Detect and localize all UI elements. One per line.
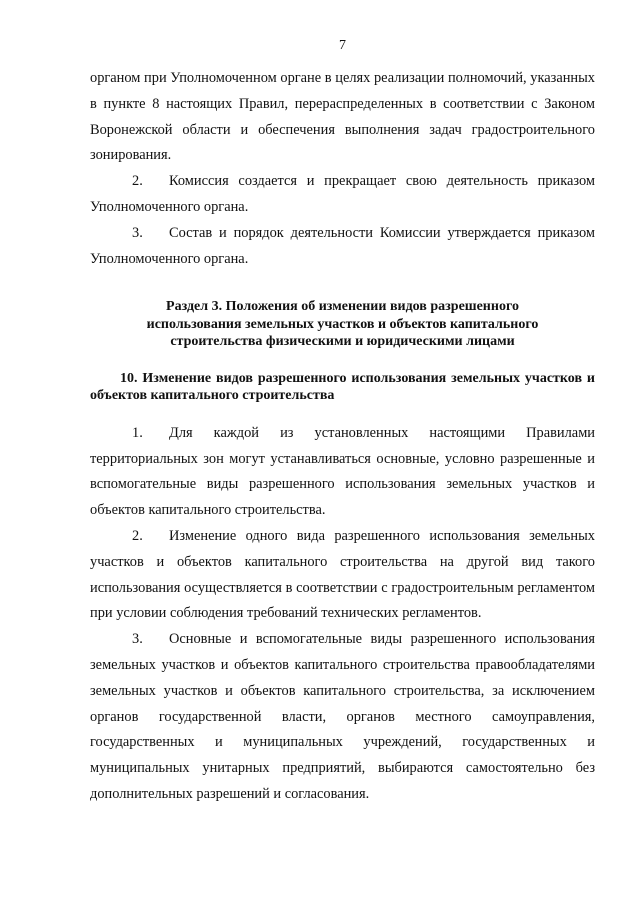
item-text: Для каждой из установленных настоящими Правилами территориальных зон могут устанавливаться основные, условно разрешенные и вспомогательные виды разрешенного использования земельных участков и объектов капитального строительства. bbox=[90, 424, 595, 519]
item-number: 1. bbox=[132, 424, 143, 441]
item-text: Состав и порядок деятельности Комиссии утверждается приказом Уполномоченного органа. bbox=[90, 224, 595, 267]
item-number: 2. bbox=[132, 528, 143, 545]
article-title: 10. Изменение видов разрешенного использования земельных участков и объектов капитального строительства bbox=[90, 370, 595, 404]
item-text: Комиссия создается и прекращает свою деятельность приказом Уполномоченного органа. bbox=[90, 173, 595, 215]
item-number: 3. bbox=[132, 631, 143, 648]
article-body bbox=[90, 421, 595, 808]
section-title: Раздел 3. Положения об изменении видов разрешенного использования земельных участков и объектов капитального строительства физическими и юридическими лицами bbox=[146, 299, 539, 350]
page-number: 7 bbox=[339, 38, 346, 53]
item-text: Изменение одного вида разрешенного использования земельных участков и объектов капитального строительства на другой вид такого использования осуществляется в соответствии с градостроительным регламентом при условии соблюдения требований технических регламентов. bbox=[90, 528, 595, 622]
item-text: Основные и вспомогательные виды разрешенного использования земельных участков и объектов капитального строительства правообладателями земельных участков и объектов капитального строительства, за исключением органов государственной власти, органов местного самоуправления, государственных и муниципальных учреждений, государственных и муниципальных унитарных предприятий, выбираются самостоятельно без дополнительных разрешений и согласования. bbox=[90, 631, 595, 803]
item-number: 2. bbox=[132, 173, 143, 190]
list-item bbox=[90, 524, 595, 627]
list-item bbox=[90, 421, 595, 524]
list-item bbox=[90, 221, 595, 273]
list-item bbox=[90, 627, 595, 808]
list-item bbox=[90, 169, 595, 221]
intro-paragraph: органом при Уполномоченном органе в целях реализации полномочий, указанных в пункте 8 настоящих Правил, перераспределенных в соответствии с Законом Воронежской области и обеспечения выполнения задач градостроительного зонирования. bbox=[90, 70, 595, 164]
item-number: 3. bbox=[132, 224, 143, 241]
document-page bbox=[90, 0, 595, 905]
page-content bbox=[90, 66, 595, 808]
